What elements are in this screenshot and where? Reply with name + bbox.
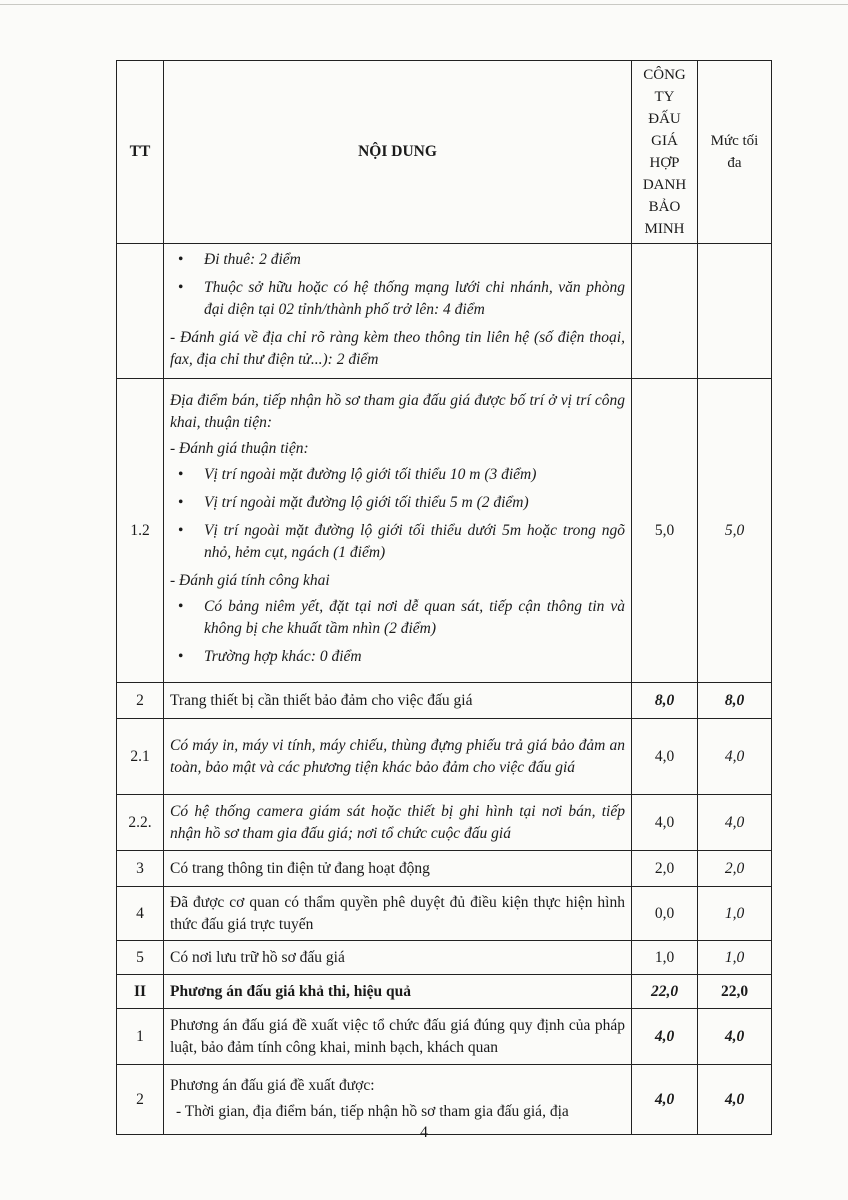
table-row bbox=[117, 244, 772, 379]
bullet-icon: • bbox=[178, 279, 184, 296]
row-max: 4,0 bbox=[698, 795, 772, 851]
list-item bbox=[178, 520, 625, 564]
row-max: 2,0 bbox=[698, 851, 772, 887]
row-tt: 2 bbox=[117, 1065, 164, 1135]
row-subheading: - Đánh giá tính công khai bbox=[170, 571, 330, 589]
row-tt: 2.2. bbox=[117, 795, 164, 851]
row-score: 2,0 bbox=[632, 851, 698, 887]
row-tt bbox=[117, 244, 164, 379]
row-content: Phương án đấu giá khả thi, hiệu quả bbox=[164, 975, 632, 1009]
row-tt: 3 bbox=[117, 851, 164, 887]
row-score: 4,0 bbox=[632, 1009, 698, 1065]
table-row bbox=[117, 975, 772, 1009]
row-content bbox=[164, 379, 632, 683]
row-max: 1,0 bbox=[698, 941, 772, 975]
row-score: 8,0 bbox=[632, 683, 698, 719]
row-tt: 2.1 bbox=[117, 719, 164, 795]
bullet-icon: • bbox=[178, 465, 184, 483]
page-edge-line bbox=[0, 4, 848, 5]
row-max: 22,0 bbox=[698, 975, 772, 1009]
page-number: 4 bbox=[420, 1124, 428, 1141]
row-tt: 2 bbox=[117, 683, 164, 719]
list-item-text: Đi thuê: 2 điểm bbox=[204, 251, 301, 268]
row-content bbox=[164, 244, 632, 379]
row-content: Có hệ thống camera giám sát hoặc thiết bị ghi hình tại nơi bán, tiếp nhận hồ sơ tham gia đấu giá; nơi tổ chức cuộc đấu giá bbox=[164, 795, 632, 851]
list-item bbox=[178, 464, 625, 486]
row-score: 4,0 bbox=[632, 1065, 698, 1135]
table-header-row bbox=[117, 61, 772, 244]
row-content: Có nơi lưu trữ hồ sơ đấu giá bbox=[164, 941, 632, 975]
table-row bbox=[117, 1009, 772, 1065]
list-item-text: Vị trí ngoài mặt đường lộ giới tối thiểu dưới 5m hoặc trong ngõ nhỏ, hẻm cụt, ngách (1 điểm) bbox=[204, 521, 625, 561]
table-row bbox=[117, 683, 772, 719]
row-tt: II bbox=[117, 975, 164, 1009]
row-score bbox=[632, 244, 698, 379]
header-cong-ty: CÔNG TY ĐẤU GIÁ HỢP DANH BẢO MINH bbox=[632, 61, 698, 244]
list-item-text: Có bảng niêm yết, đặt tại nơi dễ quan sát, tiếp cận thông tin và không bị che khuất tầm nhìn (2 điểm) bbox=[204, 597, 625, 637]
row-max: 8,0 bbox=[698, 683, 772, 719]
table-row bbox=[117, 719, 772, 795]
bullet-icon: • bbox=[178, 647, 184, 665]
row-content: Có máy in, máy vi tính, máy chiếu, thùng đựng phiếu trả giá bảo đảm an toàn, bảo mật và các phương tiện khác bảo đảm cho việc đấu giá bbox=[164, 719, 632, 795]
row-score: 5,0 bbox=[632, 379, 698, 683]
table-row bbox=[117, 795, 772, 851]
row-score: 4,0 bbox=[632, 719, 698, 795]
row-tt: 5 bbox=[117, 941, 164, 975]
table-row bbox=[117, 941, 772, 975]
bullet-icon: • bbox=[178, 521, 184, 539]
list-item bbox=[178, 646, 625, 668]
list-item bbox=[178, 492, 625, 514]
row-max: 4,0 bbox=[698, 1065, 772, 1135]
table-row bbox=[117, 379, 772, 683]
list-item-text: Vị trí ngoài mặt đường lộ giới tối thiểu 10 m (3 điểm) bbox=[204, 465, 537, 483]
list-item bbox=[178, 249, 625, 271]
row-line: - Thời gian, địa điểm bán, tiếp nhận hồ sơ tham gia đấu giá, địa bbox=[176, 1102, 569, 1120]
row-max: 1,0 bbox=[698, 887, 772, 941]
list-item-text: Vị trí ngoài mặt đường lộ giới tối thiểu 5 m (2 điểm) bbox=[204, 493, 529, 511]
row-max: 4,0 bbox=[698, 1009, 772, 1065]
header-tt: TT bbox=[117, 61, 164, 244]
list-item-text: Thuộc sở hữu hoặc có hệ thống mạng lưới chi nhánh, văn phòng đại diện tại 02 tỉnh/thành phố trở lên: 4 điểm bbox=[204, 279, 625, 318]
row-max bbox=[698, 244, 772, 379]
row-score: 22,0 bbox=[632, 975, 698, 1009]
row-score: 4,0 bbox=[632, 795, 698, 851]
scoring-table bbox=[116, 60, 772, 1135]
row-max: 5,0 bbox=[698, 379, 772, 683]
row-tt: 4 bbox=[117, 887, 164, 941]
row-tt: 1 bbox=[117, 1009, 164, 1065]
row-intro: Địa điểm bán, tiếp nhận hồ sơ tham gia đấu giá được bố trí ở vị trí công khai, thuận tiện: bbox=[170, 391, 625, 431]
bullet-icon: • bbox=[178, 597, 184, 615]
bullet-icon: • bbox=[178, 493, 184, 511]
bullet-icon: • bbox=[178, 251, 184, 268]
row-line: - Đánh giá về địa chỉ rõ ràng kèm theo thông tin liên hệ (số điện thoại, fax, địa chỉ thư điện tử...): 2 điểm bbox=[170, 329, 625, 368]
table-row bbox=[117, 851, 772, 887]
row-content: Trang thiết bị cần thiết bảo đảm cho việc đấu giá bbox=[164, 683, 632, 719]
list-item bbox=[178, 596, 625, 640]
row-content: Đã được cơ quan có thẩm quyền phê duyệt đủ điều kiện thực hiện hình thức đấu giá trực tuyến bbox=[164, 887, 632, 941]
row-line: Phương án đấu giá đề xuất được: bbox=[170, 1076, 375, 1094]
list-item-text: Trường hợp khác: 0 điểm bbox=[204, 647, 362, 665]
row-score: 1,0 bbox=[632, 941, 698, 975]
row-tt: 1.2 bbox=[117, 379, 164, 683]
row-content: Có trang thông tin điện tử đang hoạt động bbox=[164, 851, 632, 887]
row-subheading: - Đánh giá thuận tiện: bbox=[170, 439, 309, 457]
table-row bbox=[117, 887, 772, 941]
list-item bbox=[178, 277, 625, 321]
row-score: 0,0 bbox=[632, 887, 698, 941]
row-max: 4,0 bbox=[698, 719, 772, 795]
header-muc-toi-da: Mức tối đa bbox=[698, 61, 772, 244]
header-noi-dung: NỘI DUNG bbox=[164, 61, 632, 244]
row-content: Phương án đấu giá đề xuất việc tổ chức đấu giá đúng quy định của pháp luật, bảo đảm tính công khai, minh bạch, khách quan bbox=[164, 1009, 632, 1065]
